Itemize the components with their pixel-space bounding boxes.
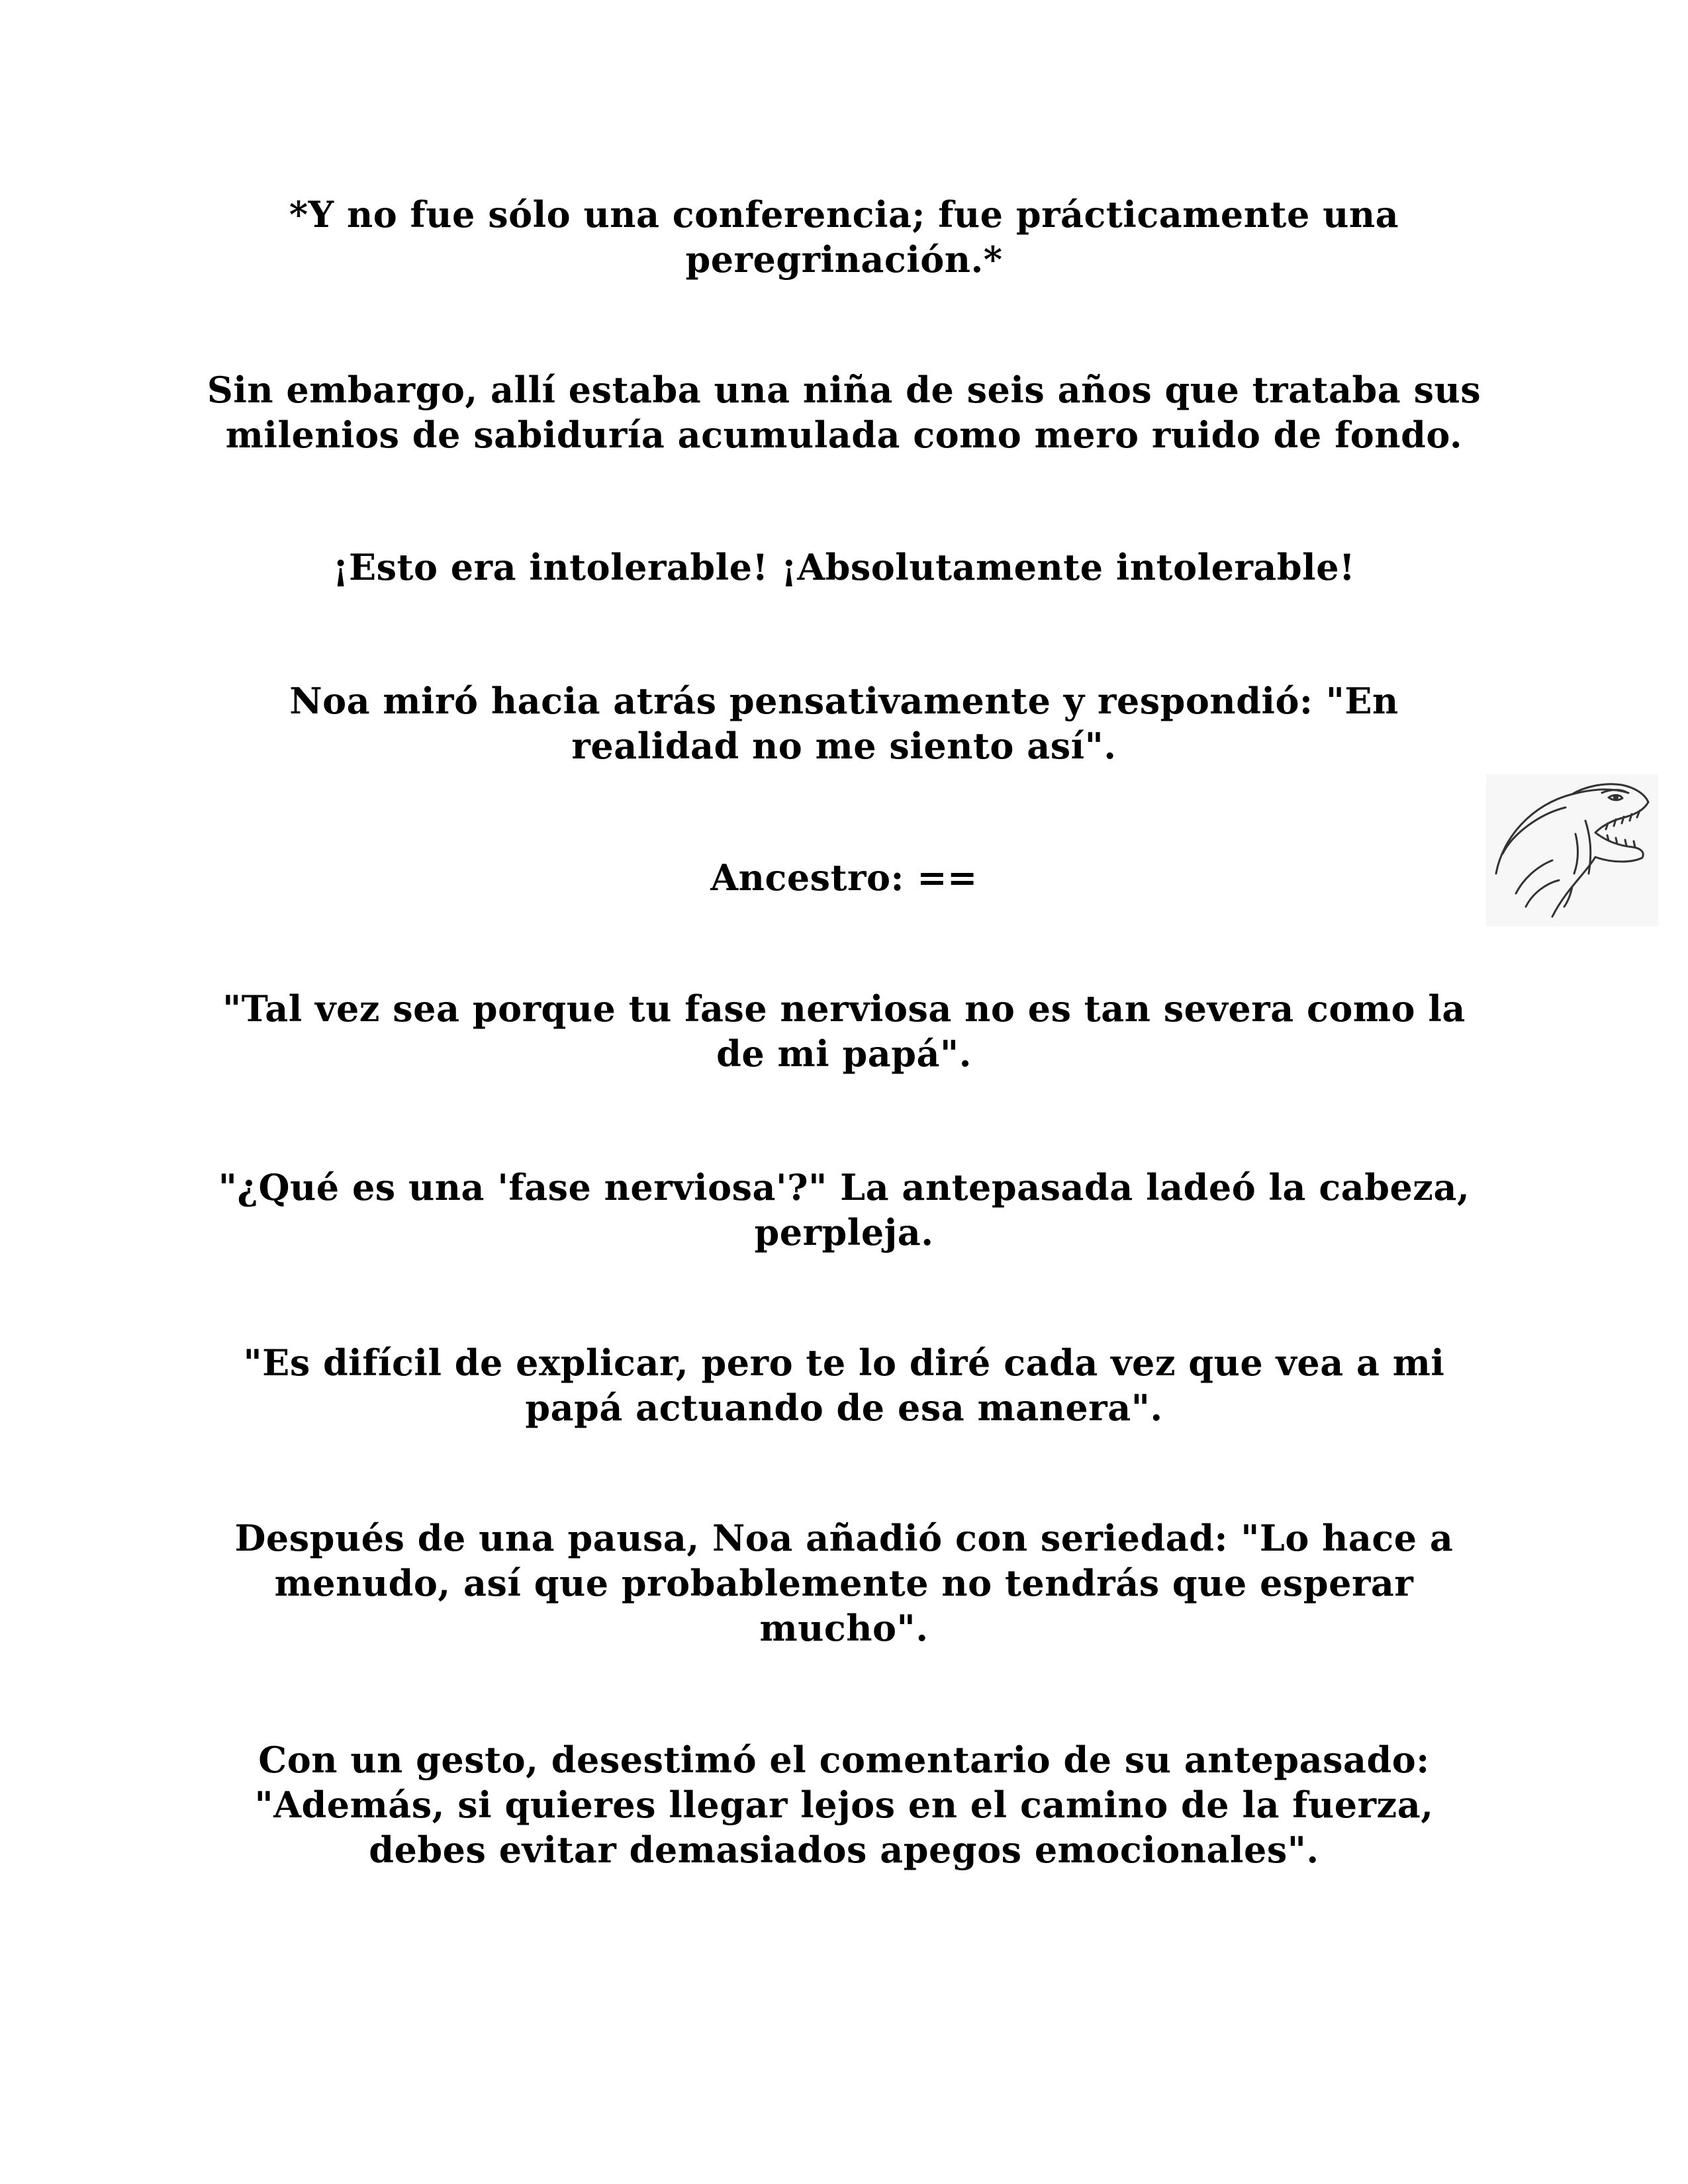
paragraph-7: [199, 1165, 1489, 1255]
paragraph-line: papá actuando de esa manera".: [525, 1387, 1163, 1429]
paragraph-line: realidad no me siento así".: [571, 725, 1117, 767]
paragraph-line: "Además, si quieres llegar lejos en el camino de la fuerza,: [254, 1784, 1434, 1826]
paragraph-2: [199, 367, 1489, 457]
paragraph-line: Noa miró hacia atrás pensativamente y respondió: "En: [289, 680, 1399, 722]
paragraph-5: [199, 855, 1489, 900]
paragraph-line: ¡Esto era intolerable! ¡Absolutamente intolerable!: [332, 546, 1356, 588]
paragraph-line: Después de una pausa, Noa añadió con seriedad: "Lo hace a: [234, 1517, 1454, 1559]
paragraph-line: Con un gesto, desestimó el comentario de su antepasado:: [258, 1739, 1430, 1781]
paragraph-8: [199, 1340, 1489, 1430]
paragraph-6: [199, 986, 1489, 1076]
paragraph-4: [199, 678, 1489, 768]
paragraph-line: mucho".: [759, 1607, 929, 1649]
paragraph-line: peregrinación.*: [685, 238, 1003, 281]
paragraph-3: [199, 545, 1489, 590]
paragraph-line: *Y no fue sólo una conferencia; fue prácticamente una: [289, 193, 1399, 236]
paragraph-line: "Es difícil de explicar, pero te lo diré cada vez que vea a mi: [243, 1342, 1445, 1384]
paragraph-line: perpleja.: [754, 1211, 934, 1253]
paragraph-line: "Tal vez sea porque tu fase nerviosa no es tan severa como la: [222, 987, 1466, 1030]
dinosaur-head-sketch-icon: [1486, 774, 1658, 927]
paragraph-line: debes evitar demasiados apegos emocionales".: [369, 1829, 1319, 1871]
paragraph-line: Sin embargo, allí estaba una niña de seis años que trataba sus: [207, 369, 1481, 411]
paragraph-9: [199, 1516, 1489, 1651]
paragraph-line: Ancestro: ==: [710, 856, 978, 899]
paragraph-line: milenios de sabiduría acumulada como mero ruido de fondo.: [225, 414, 1463, 456]
paragraph-line: de mi papá".: [716, 1032, 972, 1075]
paragraph-line: menudo, así que probablemente no tendrás que esperar: [274, 1562, 1414, 1604]
paragraph-10: [199, 1737, 1489, 1872]
paragraph-1: [199, 192, 1489, 282]
paragraph-line: "¿Qué es una 'fase nerviosa'?" La antepasada ladeó la cabeza,: [218, 1166, 1470, 1208]
